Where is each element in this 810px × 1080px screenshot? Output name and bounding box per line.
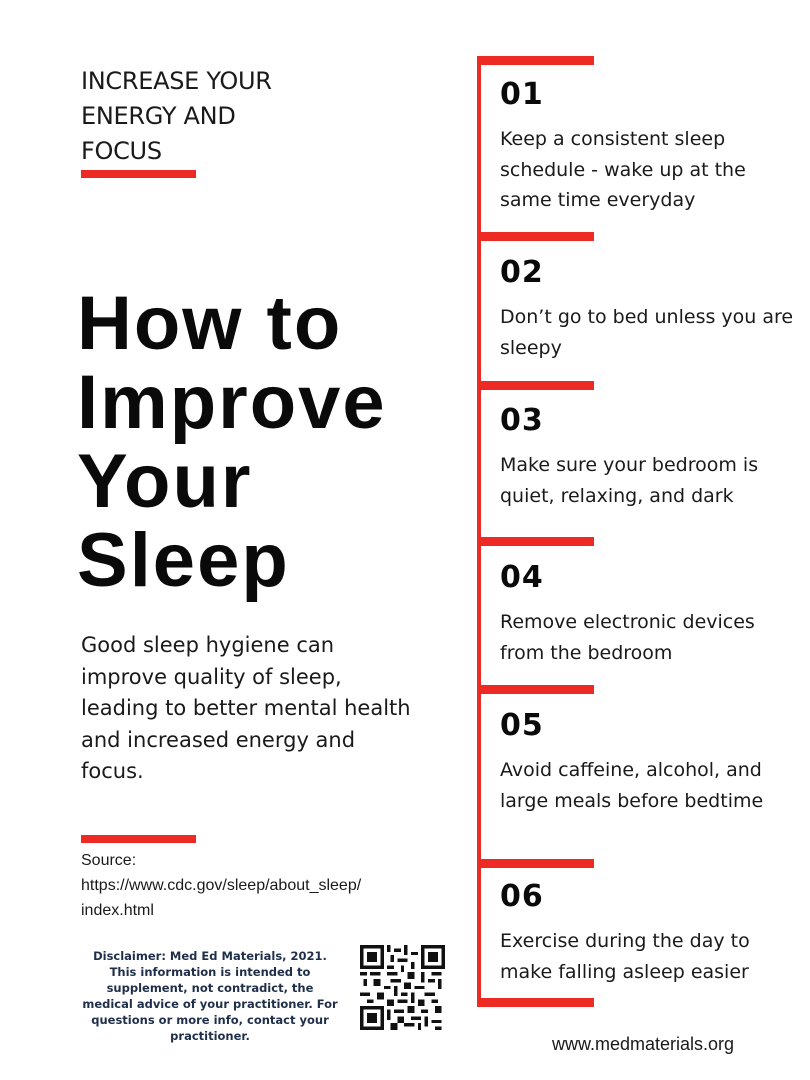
source-label: Source: — [81, 852, 137, 869]
eyebrow-heading — [81, 64, 321, 169]
timeline-marker — [477, 537, 594, 546]
page-title — [77, 281, 457, 603]
eyebrow-line: FOCUS — [81, 137, 162, 165]
title-line: Sleep — [77, 518, 290, 603]
disclaimer-text: Disclaimer: Med Ed Materials, 2021. This information is intended to supplement, not contradict, the medical advice of your practitioner. For questions or more info, contact your practitioner. — [82, 949, 338, 1043]
source-link[interactable]: index.html — [81, 902, 154, 919]
title-line: Your — [77, 439, 253, 524]
accent-bar — [81, 835, 196, 843]
source-block — [81, 848, 441, 923]
step-item — [500, 404, 795, 511]
timeline-marker — [477, 381, 594, 390]
source-link[interactable]: https://www.cdc.gov/sleep/about_sleep/ — [81, 877, 362, 894]
timeline-marker — [477, 56, 594, 65]
qr-code-icon — [360, 945, 445, 1030]
title-line: How to — [77, 281, 343, 366]
step-number: 03 — [500, 403, 544, 438]
timeline-marker — [477, 859, 594, 868]
step-item — [500, 880, 795, 987]
step-number: 04 — [500, 560, 544, 595]
step-item — [500, 256, 795, 363]
timeline-marker — [477, 685, 594, 694]
step-item — [500, 709, 795, 816]
step-text: Exercise during the day to make falling asleep easier — [500, 930, 750, 983]
step-item — [500, 78, 795, 216]
step-number: 05 — [500, 708, 544, 743]
step-number: 06 — [500, 879, 544, 914]
step-text: Keep a consistent sleep schedule - wake up at the same time everyday — [500, 128, 746, 211]
step-item — [500, 561, 795, 668]
step-text: Avoid caffeine, alcohol, and large meals before bedtime — [500, 759, 764, 812]
step-text: Remove electronic devices from the bedroom — [500, 611, 755, 664]
website-link[interactable]: www.medmaterials.org — [552, 1034, 735, 1054]
step-number: 02 — [500, 255, 544, 290]
step-text: Don’t go to bed unless you are sleepy — [500, 306, 794, 359]
timeline-marker — [477, 998, 594, 1007]
step-text: Make sure your bedroom is quiet, relaxing, and dark — [500, 454, 759, 507]
eyebrow-line: INCREASE YOUR — [81, 67, 272, 95]
step-number: 01 — [500, 77, 544, 112]
eyebrow-line: ENERGY AND — [81, 102, 236, 130]
accent-bar — [81, 170, 196, 178]
title-line: Improve — [77, 360, 387, 445]
intro-paragraph: Good sleep hygiene can improve quality of sleep, leading to better mental health and increased energy and focus. — [81, 633, 411, 783]
timeline-marker — [477, 232, 594, 241]
